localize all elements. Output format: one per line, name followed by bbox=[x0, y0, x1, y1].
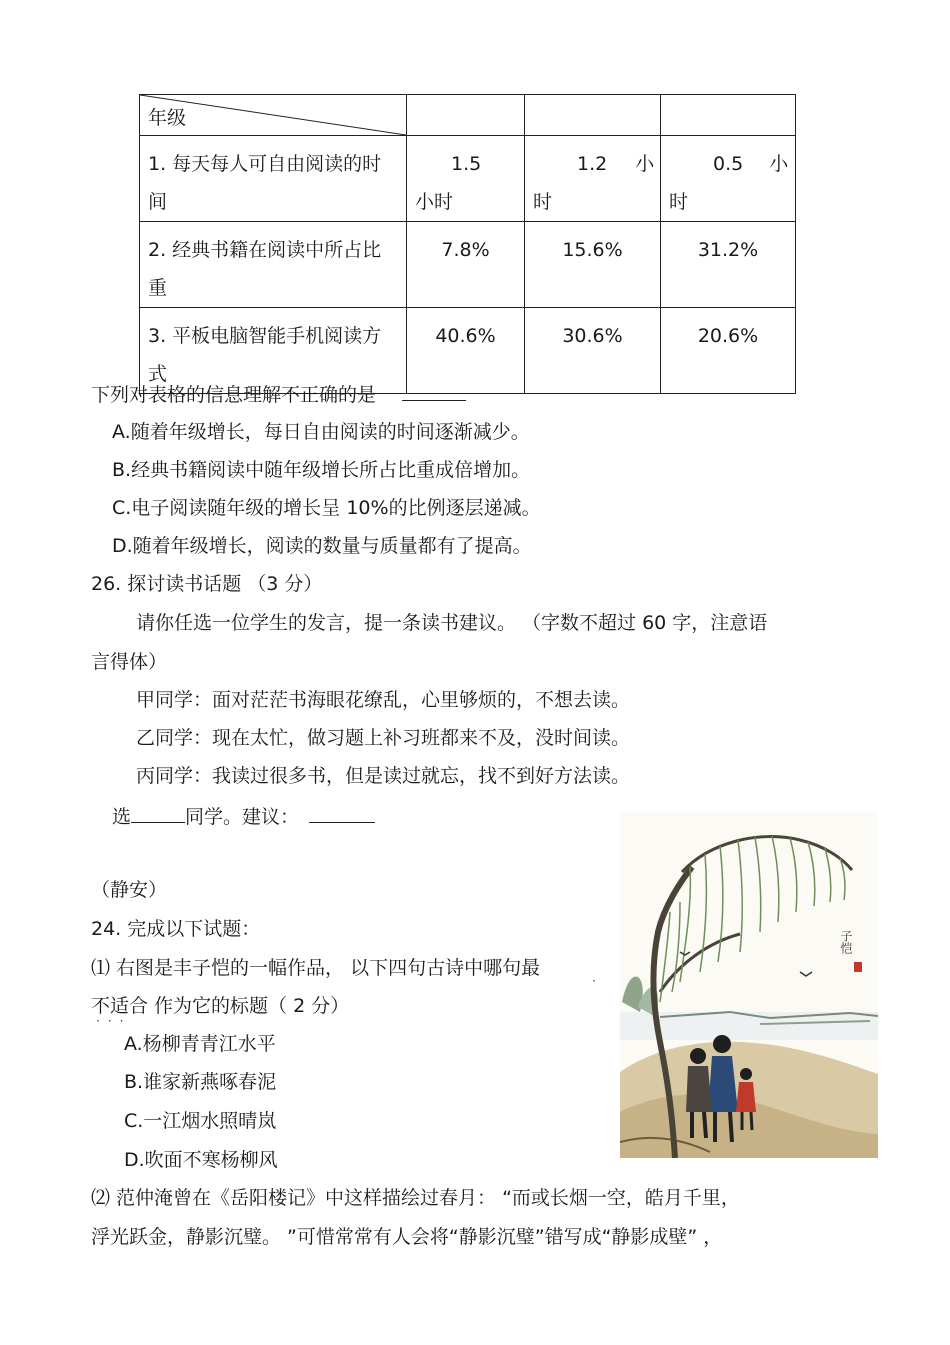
table-cell: 7.8% bbox=[441, 239, 490, 261]
reading-survey-table bbox=[139, 94, 796, 394]
row-label: 3. 平板电脑智能手机阅读方式 bbox=[148, 325, 382, 385]
q24-option-a: A.杨柳青青江水平 bbox=[124, 1033, 276, 1055]
student-statement: 乙同学：现在太忙，做习题上补习班都来不及，没时间读。 bbox=[136, 727, 631, 749]
q25-option-b: B.经典书籍阅读中随年级增长所占比重成倍增加。 bbox=[112, 459, 531, 481]
q26-answer-line: 选 同学。建议： bbox=[112, 802, 375, 829]
table-cell: 40.6% bbox=[435, 325, 496, 347]
q24-option-d: D.吹面不寒杨柳风 bbox=[124, 1149, 278, 1171]
q24-part1-cont: 不适合 作为它的标题（ 2 分） bbox=[91, 995, 350, 1017]
q24-part2-cont: 浮光跃金，静影沉璧。 ”可惜常常有人会将“静影沉璧”错写成“静影成壁” ， bbox=[91, 1226, 723, 1248]
feng-zikai-painting bbox=[620, 812, 878, 1158]
artist-signature: 子恺 bbox=[839, 930, 853, 954]
q25-option-d: D.随着年级增长，阅读的数量与质量都有了提高。 bbox=[112, 535, 532, 557]
corner-label: 年级 bbox=[148, 107, 187, 129]
q24-title: 24. 完成以下试题： bbox=[91, 918, 261, 940]
header-cell-3 bbox=[661, 95, 796, 136]
table-cell: 20.6% bbox=[697, 325, 759, 347]
student-choice-blank[interactable] bbox=[131, 802, 185, 823]
student-statement: 丙同学：我读过很多书，但是读过就忘，找不到好方法读。 bbox=[136, 765, 631, 787]
table-cell: 1.2 小 时 bbox=[533, 153, 655, 213]
region-label: （静安） bbox=[91, 879, 168, 901]
emphasis-dot: · bbox=[592, 974, 604, 988]
q24-part2: ⑵ 范仲淹曾在《岳阳楼记》中这样描绘过春月： “而或长烟一空，皓月千里， bbox=[91, 1187, 740, 1209]
table-cell: 1.5 小时 bbox=[415, 153, 482, 213]
q24-option-b: B.谁家新燕啄春泥 bbox=[124, 1071, 277, 1093]
emphasis-dots: ··· bbox=[96, 1014, 132, 1028]
q26-instruction-cont: 言得体） bbox=[91, 651, 168, 673]
table-cell: 30.6% bbox=[562, 325, 623, 347]
suggestion-blank[interactable] bbox=[309, 802, 375, 823]
q24-part1: ⑴ 右图是丰子恺的一幅作品， 以下四句古诗中哪句最 bbox=[91, 957, 541, 979]
q26-instruction: 请你任选一位学生的发言，提一条读书建议。 （字数不超过 60 字，注意语 bbox=[136, 612, 768, 634]
table-cell: 15.6% bbox=[562, 239, 623, 261]
corner-cell bbox=[140, 95, 407, 136]
table-cell: 0.5 小 时 bbox=[669, 153, 789, 213]
q26-title: 26. 探讨读书话题 （3 分） bbox=[91, 573, 323, 595]
table-row bbox=[140, 136, 796, 222]
table-cell: 31.2% bbox=[697, 239, 759, 261]
q24-option-c: C.一江烟水照晴岚 bbox=[124, 1110, 277, 1132]
table-row bbox=[140, 222, 796, 308]
table-header-row bbox=[140, 95, 796, 136]
answer-blank[interactable] bbox=[402, 380, 466, 401]
row-label: 2. 经典书籍在阅读中所占比重 bbox=[148, 239, 382, 299]
header-cell-1 bbox=[407, 95, 525, 136]
q25-option-a: A.随着年级增长，每日自由阅读的时间逐渐减少。 bbox=[112, 421, 530, 443]
row-label: 1. 每天每人可自由阅读的时间 bbox=[148, 153, 382, 213]
header-cell-2 bbox=[525, 95, 661, 136]
student-statement: 甲同学：面对茫茫书海眼花缭乱，心里够烦的，不想去读。 bbox=[136, 689, 631, 711]
q25-option-c: C.电子阅读随年级的增长呈 10%的比例逐层递减。 bbox=[112, 497, 541, 519]
q25-prompt-line: 下列对表格的信息理解不正确的是 bbox=[91, 380, 466, 407]
